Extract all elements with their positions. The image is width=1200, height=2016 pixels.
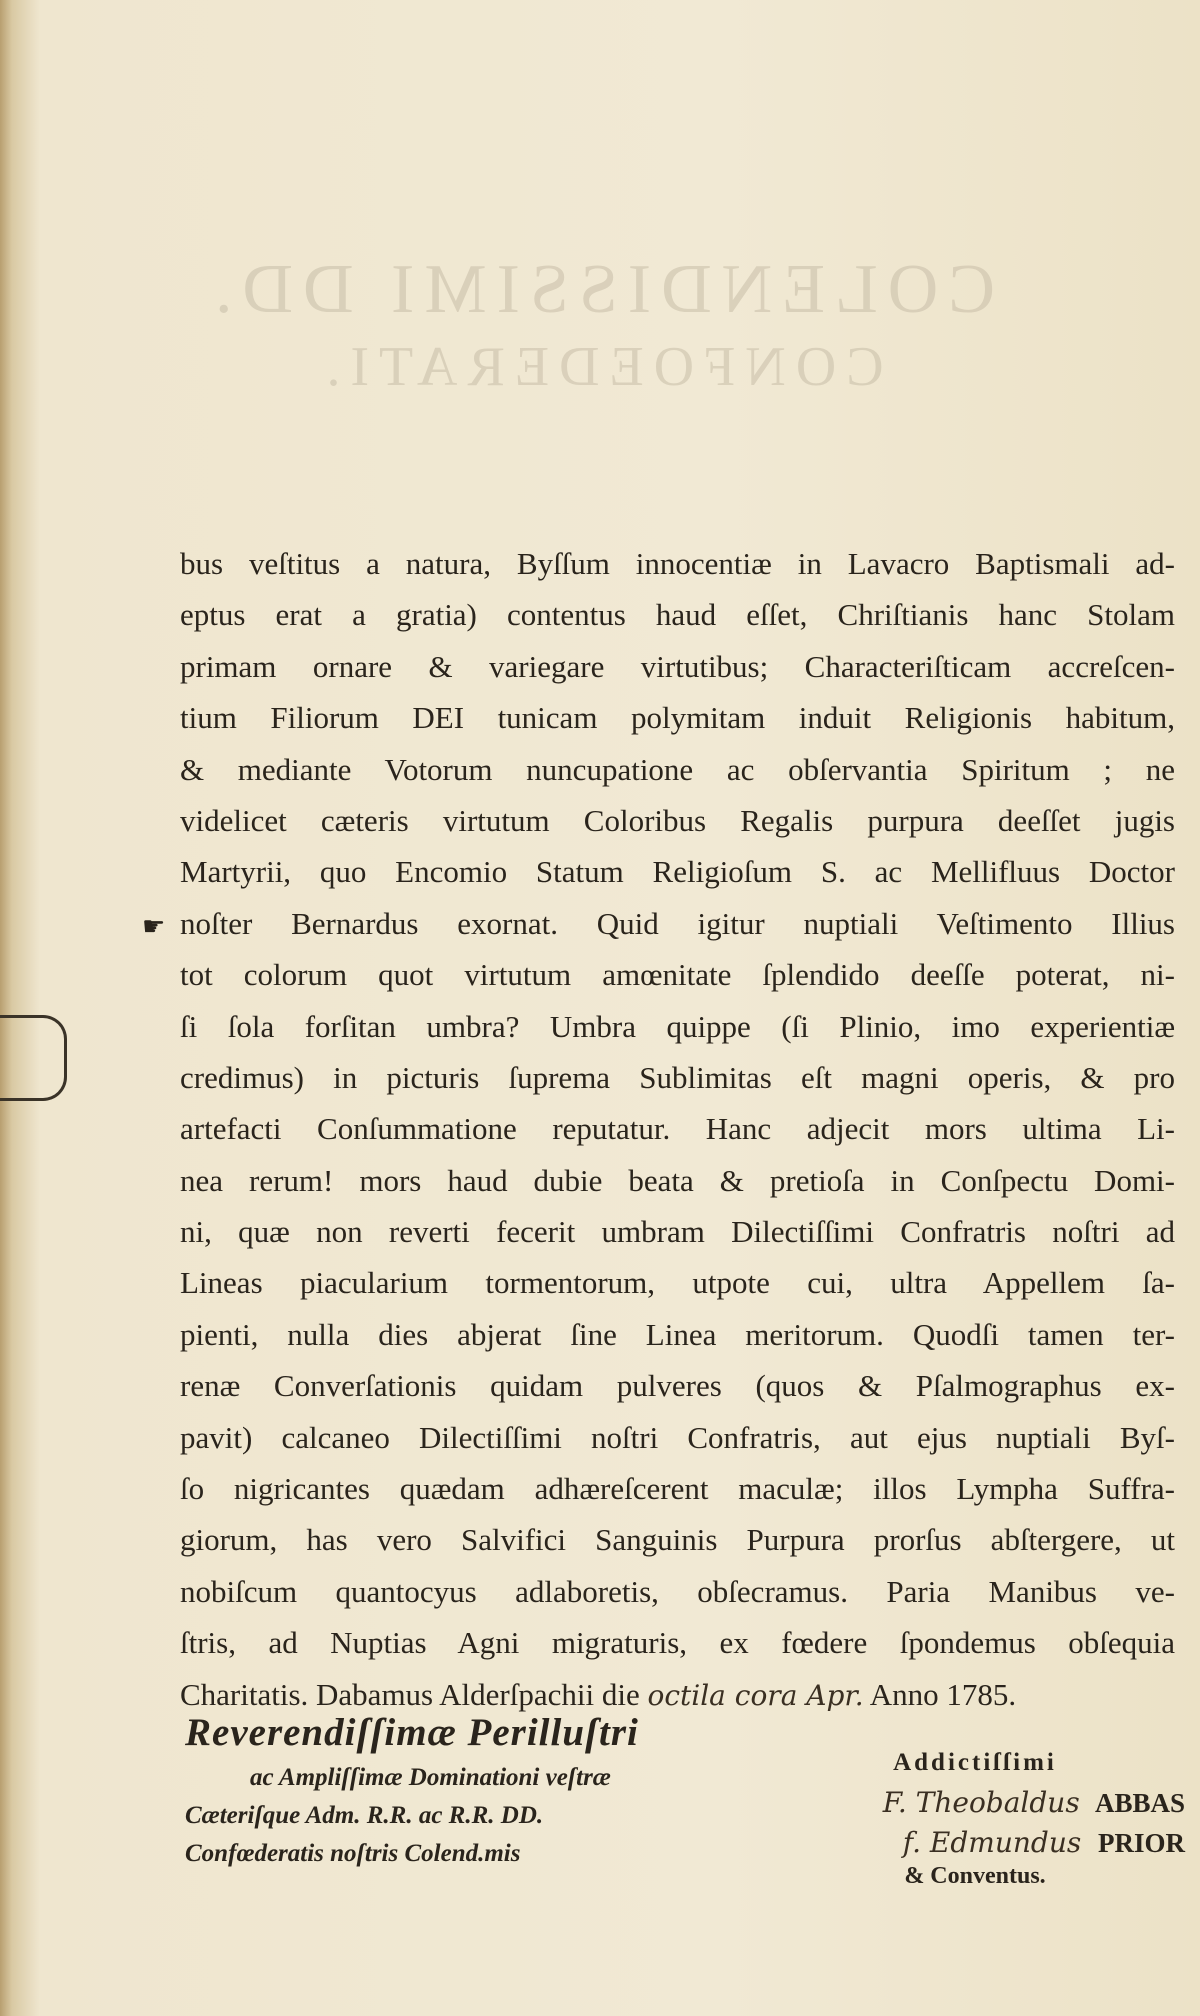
conventus-label: & Conventus.	[904, 1863, 1046, 1889]
text-line: artefacti Conſummatione reputatur. Hanc adjecit mors ultima Li-	[180, 1111, 1175, 1147]
prior-title: PRIOR	[1098, 1828, 1185, 1858]
abbot-handwritten-name: F. Theobaldus	[882, 1786, 1080, 1819]
handwritten-date: octila cora Apr.	[647, 1678, 864, 1712]
text-line: tot colorum quot virtutum amœnitate ſplendido deeſſe poterat, ni-	[180, 957, 1175, 993]
body-text	[180, 538, 1175, 1720]
binding-clip-mark	[0, 1015, 67, 1101]
bleed-through-text: CONFOEDERATI.	[316, 336, 884, 398]
prior-handwritten-name: f. Edmundus	[902, 1826, 1082, 1859]
salutation-line: ac Ampliſſimæ Dominationi veſtræ	[250, 1764, 611, 1791]
text-line: bus veſtitus a natura, Byſſum innocentiæ in Lavacro Baptismali ad-	[180, 546, 1175, 581]
bleed-through-text: COLENDISSIMI DD.	[205, 251, 995, 328]
text-line: ſi ſola forſitan umbra? Umbra quippe (ſi Plinio, imo experientiæ	[180, 1008, 1175, 1044]
addressee-label: Addictiſſimi	[893, 1749, 1057, 1776]
text-line: ſo nigricantes quædam adhæreſcerent maculæ; illos Lympha Suffra-	[180, 1471, 1175, 1507]
text-line: noſter Bernardus exornat. Quid igitur nuptiali Veſtimento Illius	[180, 905, 1175, 941]
salutation-line: Confœderatis noſtris Colend.mis	[185, 1840, 521, 1867]
year-text: Anno 1785.	[869, 1676, 1017, 1712]
prior-signature	[765, 1823, 1185, 1863]
text-line: eptus erat a gratia) contentus haud eſſet, Chriſtianis hanc Stolam	[180, 597, 1175, 633]
text-line: credimus) in picturis ſuprema Sublimitas eſt magni operis, & pro	[180, 1059, 1175, 1095]
salutation-heading: Reverendiſſimæ Perilluſtri	[185, 1711, 639, 1754]
salutation-line: Cæteriſque Adm. R.R. ac R.R. DD.	[185, 1802, 544, 1829]
text-line: renæ Converſationis quidam pulveres (quos & Pſalmographus ex-	[180, 1368, 1175, 1404]
text-line: giorum, has vero Salvifici Sanguinis Purpura prorſus abſtergere, ut	[180, 1522, 1175, 1558]
pointing-hand-icon: ☛	[142, 912, 166, 941]
text-line: ni, quæ non reverti fecerit umbram Dilectiſſimi Confratris noſtri ad	[180, 1214, 1175, 1250]
text-line: nobiſcum quantocyus adlaboretis, obſecramus. Paria Manibus ve-	[180, 1573, 1175, 1609]
abbot-signature	[765, 1783, 1185, 1823]
text-line: videlicet cæteris virtutum Coloribus Regalis purpura deeſſet jugis	[180, 802, 1175, 838]
abbot-title: ABBAS	[1094, 1788, 1185, 1818]
text-line: Martyrii, quo Encomio Statum Religioſum S. ac Mellifluus Doctor	[180, 854, 1175, 890]
text-line: pienti, nulla dies abjerat ſine Linea meritorum. Quodſi tamen ter-	[180, 1316, 1175, 1352]
date-line-text: Charitatis. Dabamus Alderſpachii die	[180, 1676, 640, 1712]
salutation-block	[185, 1707, 725, 1873]
signature-block	[765, 1743, 1185, 1890]
text-line: tium Filiorum DEI tunicam polymitam induit Religionis habitum,	[180, 700, 1175, 736]
text-line: ſtris, ad Nuptias Agni migraturis, ex fœdere ſpondemus obſequia	[180, 1625, 1175, 1661]
text-line: primam ornare & variegare virtutibus; Characteriſticam accreſcen-	[180, 648, 1175, 684]
text-line: nea rerum! mors haud dubie beata & pretioſa in Conſpectu Domi-	[180, 1162, 1175, 1198]
text-line: pavit) calcaneo Dilectiſſimi noſtri Confratris, aut ejus nuptiali Byſ-	[180, 1419, 1175, 1455]
text-line: & mediante Votorum nuncupatione ac obſervantia Spiritum ; ne	[180, 751, 1175, 787]
text-line: Lineas piacularium tormentorum, utpote cui, ultra Appellem ſa-	[180, 1265, 1175, 1301]
